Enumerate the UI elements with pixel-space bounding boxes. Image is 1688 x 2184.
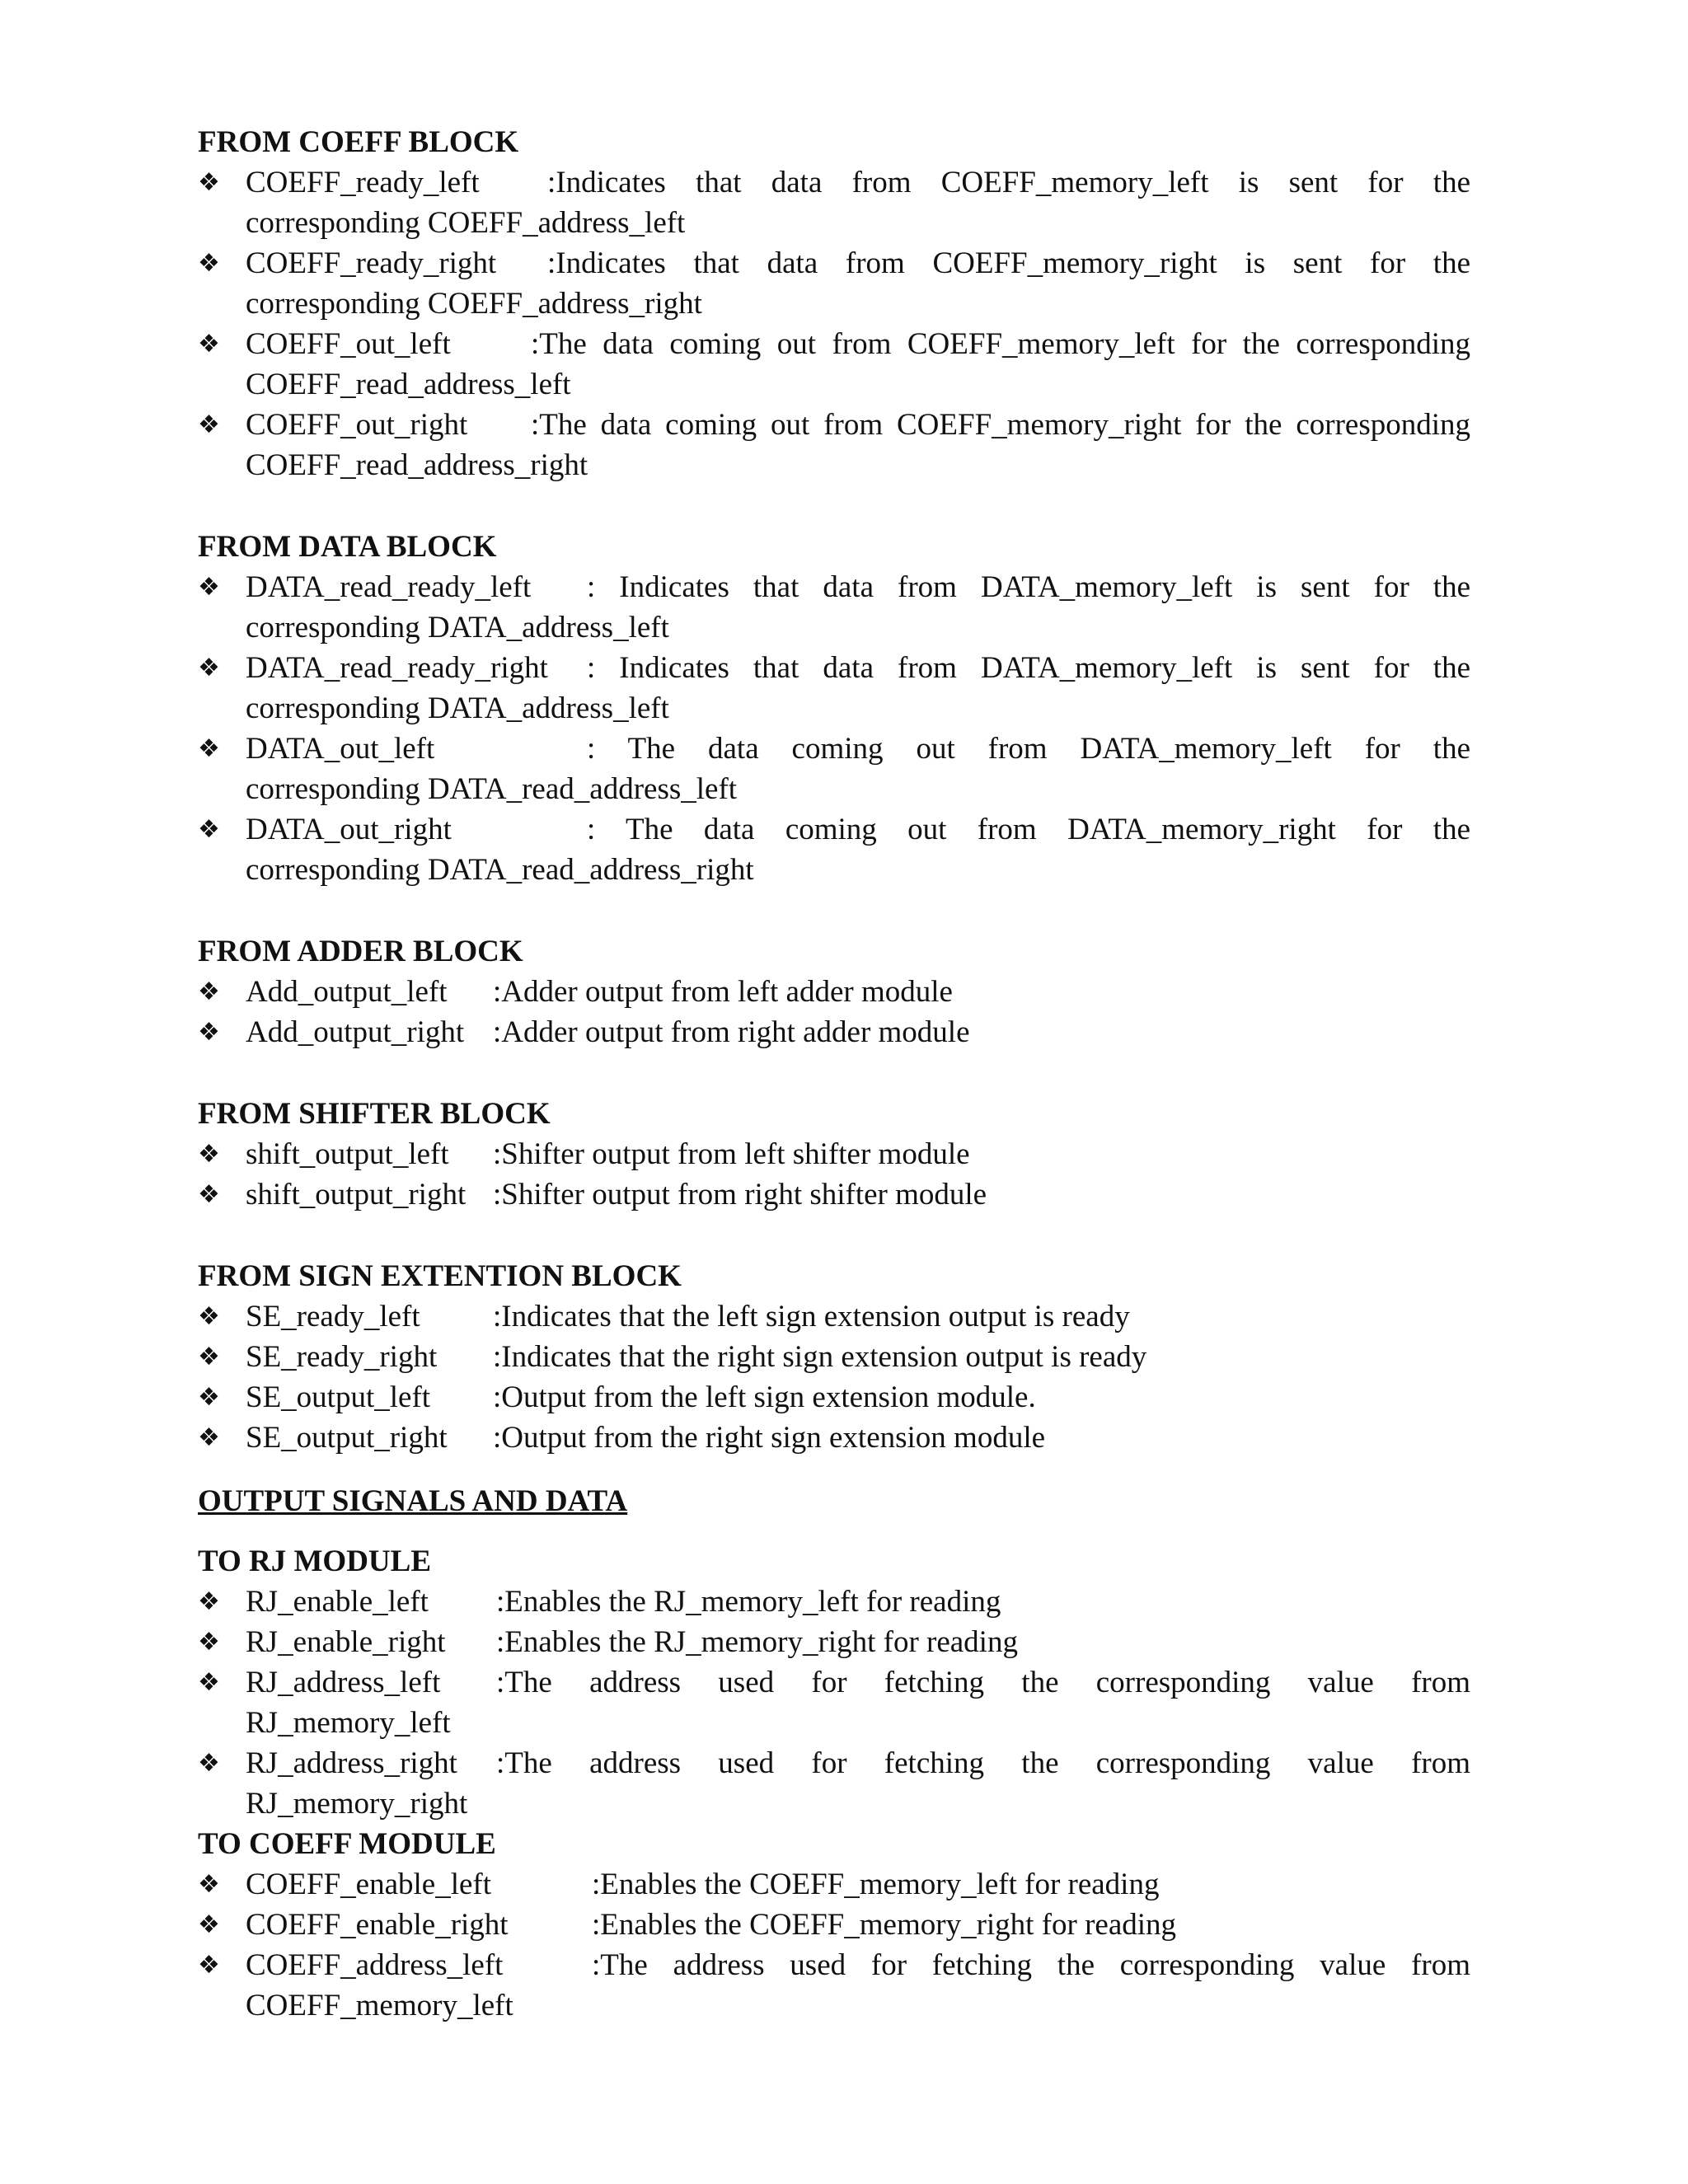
list-item bbox=[198, 648, 1470, 729]
signal-desc: : Indicates that data from DATA_memory_left is sent for the bbox=[587, 651, 1470, 685]
signal-desc: : The data coming out from DATA_memory_left for the bbox=[587, 732, 1470, 766]
diamond-bullet-icon: ❖ bbox=[198, 815, 220, 844]
list-item bbox=[198, 1905, 1470, 1945]
signal-name: SE_output_left bbox=[246, 1380, 431, 1414]
section-shifter-block bbox=[198, 1094, 1470, 1215]
list-item bbox=[198, 1012, 1470, 1052]
signal-desc: : The data coming out from DATA_memory_right for the bbox=[587, 813, 1470, 846]
signal-desc: :The data coming out from COEFF_memory_left for the corresponding bbox=[531, 327, 1470, 361]
section-heading: FROM SIGN EXTENTION BLOCK bbox=[198, 1259, 682, 1293]
list-item bbox=[198, 567, 1470, 648]
signal-name: Add_output_right bbox=[246, 1015, 465, 1049]
signal-desc-continued: corresponding DATA_address_left bbox=[246, 611, 669, 644]
list-item bbox=[198, 1337, 1470, 1377]
signal-desc: :The address used for fetching the corresponding value from bbox=[496, 1746, 1470, 1780]
signal-name: SE_ready_right bbox=[246, 1340, 438, 1374]
diamond-bullet-icon: ❖ bbox=[198, 977, 220, 1006]
diamond-bullet-icon: ❖ bbox=[198, 410, 220, 439]
signal-desc: :Adder output from left adder module bbox=[493, 975, 953, 1009]
signal-desc: :The address used for fetching the corresponding value from bbox=[592, 1948, 1470, 1982]
signal-name: RJ_enable_right bbox=[246, 1625, 446, 1659]
section-heading: FROM COEFF BLOCK bbox=[198, 125, 519, 159]
diamond-bullet-icon: ❖ bbox=[198, 1668, 220, 1697]
signal-name: DATA_out_right bbox=[246, 813, 452, 846]
diamond-bullet-icon: ❖ bbox=[198, 1423, 220, 1452]
signal-desc-continued: corresponding COEFF_address_right bbox=[246, 287, 702, 321]
diamond-bullet-icon: ❖ bbox=[198, 1018, 220, 1047]
diamond-bullet-icon: ❖ bbox=[198, 1628, 220, 1657]
diamond-bullet-icon: ❖ bbox=[198, 573, 220, 602]
list-item bbox=[198, 1377, 1470, 1418]
list-item bbox=[198, 1296, 1470, 1337]
signal-desc-continued: COEFF_read_address_left bbox=[246, 368, 571, 401]
signal-desc: :Output from the right sign extension module bbox=[493, 1421, 1046, 1455]
list-item bbox=[198, 1864, 1470, 1905]
list-item bbox=[198, 405, 1470, 485]
diamond-bullet-icon: ❖ bbox=[198, 1870, 220, 1899]
signal-desc: :Indicates that data from COEFF_memory_left is sent for the bbox=[547, 166, 1470, 199]
list-item bbox=[198, 809, 1470, 890]
signal-desc: :Enables the RJ_memory_left for reading bbox=[496, 1585, 1001, 1619]
section-sign-extension-block bbox=[198, 1256, 1470, 1458]
signal-desc: :Shifter output from left shifter module bbox=[493, 1137, 970, 1171]
output-signals-heading: OUTPUT SIGNALS AND DATA bbox=[198, 1484, 628, 1518]
signal-name: COEFF_enable_right bbox=[246, 1908, 509, 1942]
signal-name: COEFF_address_left bbox=[246, 1948, 504, 1982]
list-item bbox=[198, 243, 1470, 324]
list-item bbox=[198, 162, 1470, 243]
diamond-bullet-icon: ❖ bbox=[198, 1343, 220, 1371]
section-heading: FROM DATA BLOCK bbox=[198, 530, 497, 564]
signal-name: COEFF_ready_left bbox=[246, 166, 480, 199]
signal-desc-continued: corresponding COEFF_address_left bbox=[246, 206, 686, 240]
list-item bbox=[198, 1662, 1470, 1743]
signal-desc-continued: corresponding DATA_address_left bbox=[246, 691, 669, 725]
diamond-bullet-icon: ❖ bbox=[198, 1180, 220, 1209]
signal-desc: :Indicates that data from COEFF_memory_right is sent for the bbox=[547, 246, 1470, 280]
section-heading: FROM SHIFTER BLOCK bbox=[198, 1097, 551, 1131]
signal-desc: :Output from the left sign extension module. bbox=[493, 1380, 1036, 1414]
section-heading: TO RJ MODULE bbox=[198, 1544, 432, 1578]
list-item bbox=[198, 1743, 1470, 1824]
signal-name: SE_ready_left bbox=[246, 1300, 420, 1333]
diamond-bullet-icon: ❖ bbox=[198, 1910, 220, 1939]
list-item bbox=[198, 1582, 1470, 1622]
signal-desc: :Enables the RJ_memory_right for reading bbox=[496, 1625, 1018, 1659]
signal-desc-continued: RJ_memory_right bbox=[246, 1787, 468, 1821]
signal-desc: :Adder output from right adder module bbox=[493, 1015, 970, 1049]
signal-desc-continued: COEFF_read_address_right bbox=[246, 448, 588, 482]
signal-desc: : Indicates that data from DATA_memory_left is sent for the bbox=[587, 570, 1470, 604]
section-data-block bbox=[198, 527, 1470, 890]
diamond-bullet-icon: ❖ bbox=[198, 1302, 220, 1331]
signal-desc: :Enables the COEFF_memory_right for reading bbox=[592, 1908, 1177, 1942]
section-coeff-block bbox=[198, 122, 1470, 485]
section-heading: FROM ADDER BLOCK bbox=[198, 935, 523, 968]
signal-name: RJ_address_right bbox=[246, 1746, 457, 1780]
signal-desc: :Indicates that the left sign extension output is ready bbox=[493, 1300, 1130, 1333]
section-adder-block bbox=[198, 931, 1470, 1052]
signal-desc: :The data coming out from COEFF_memory_right for the corresponding bbox=[531, 408, 1470, 442]
signal-name: DATA_out_left bbox=[246, 732, 435, 766]
signal-desc: :Enables the COEFF_memory_left for reading bbox=[592, 1868, 1160, 1901]
signal-desc-continued: RJ_memory_left bbox=[246, 1706, 451, 1740]
signal-desc: :Indicates that the right sign extension output is ready bbox=[493, 1340, 1147, 1374]
list-item bbox=[198, 1174, 1470, 1215]
list-item bbox=[198, 972, 1470, 1012]
signal-name: Add_output_left bbox=[246, 975, 448, 1009]
signal-name: shift_output_right bbox=[246, 1178, 467, 1212]
section-coeff-module bbox=[198, 1824, 1470, 2026]
signal-desc-continued: corresponding DATA_read_address_left bbox=[246, 772, 738, 806]
diamond-bullet-icon: ❖ bbox=[198, 249, 220, 278]
signal-desc-continued: corresponding DATA_read_address_right bbox=[246, 853, 754, 887]
signal-desc: :Shifter output from right shifter module bbox=[493, 1178, 987, 1212]
signal-desc-continued: COEFF_memory_left bbox=[246, 1989, 513, 2022]
signal-name: COEFF_out_left bbox=[246, 327, 451, 361]
signal-name: RJ_enable_left bbox=[246, 1585, 429, 1619]
list-item bbox=[198, 1945, 1470, 2026]
signal-name: COEFF_out_right bbox=[246, 408, 468, 442]
signal-name: shift_output_left bbox=[246, 1137, 449, 1171]
list-item bbox=[198, 324, 1470, 405]
signal-name: COEFF_ready_right bbox=[246, 246, 497, 280]
list-item bbox=[198, 729, 1470, 809]
diamond-bullet-icon: ❖ bbox=[198, 330, 220, 359]
section-rj-module bbox=[198, 1541, 1470, 1824]
diamond-bullet-icon: ❖ bbox=[198, 654, 220, 682]
signal-name: COEFF_enable_left bbox=[246, 1868, 492, 1901]
section-heading: TO COEFF MODULE bbox=[198, 1827, 496, 1861]
signal-name: SE_output_right bbox=[246, 1421, 448, 1455]
diamond-bullet-icon: ❖ bbox=[198, 1951, 220, 1980]
signal-name: DATA_read_ready_right bbox=[246, 651, 548, 685]
diamond-bullet-icon: ❖ bbox=[198, 168, 220, 197]
list-item bbox=[198, 1134, 1470, 1174]
list-item bbox=[198, 1418, 1470, 1458]
signal-name: RJ_address_left bbox=[246, 1666, 441, 1699]
list-item bbox=[198, 1622, 1470, 1662]
signal-desc: :The address used for fetching the corresponding value from bbox=[496, 1666, 1470, 1699]
diamond-bullet-icon: ❖ bbox=[198, 1587, 220, 1616]
diamond-bullet-icon: ❖ bbox=[198, 734, 220, 763]
signal-name: DATA_read_ready_left bbox=[246, 570, 532, 604]
diamond-bullet-icon: ❖ bbox=[198, 1749, 220, 1778]
diamond-bullet-icon: ❖ bbox=[198, 1383, 220, 1412]
diamond-bullet-icon: ❖ bbox=[198, 1140, 220, 1169]
